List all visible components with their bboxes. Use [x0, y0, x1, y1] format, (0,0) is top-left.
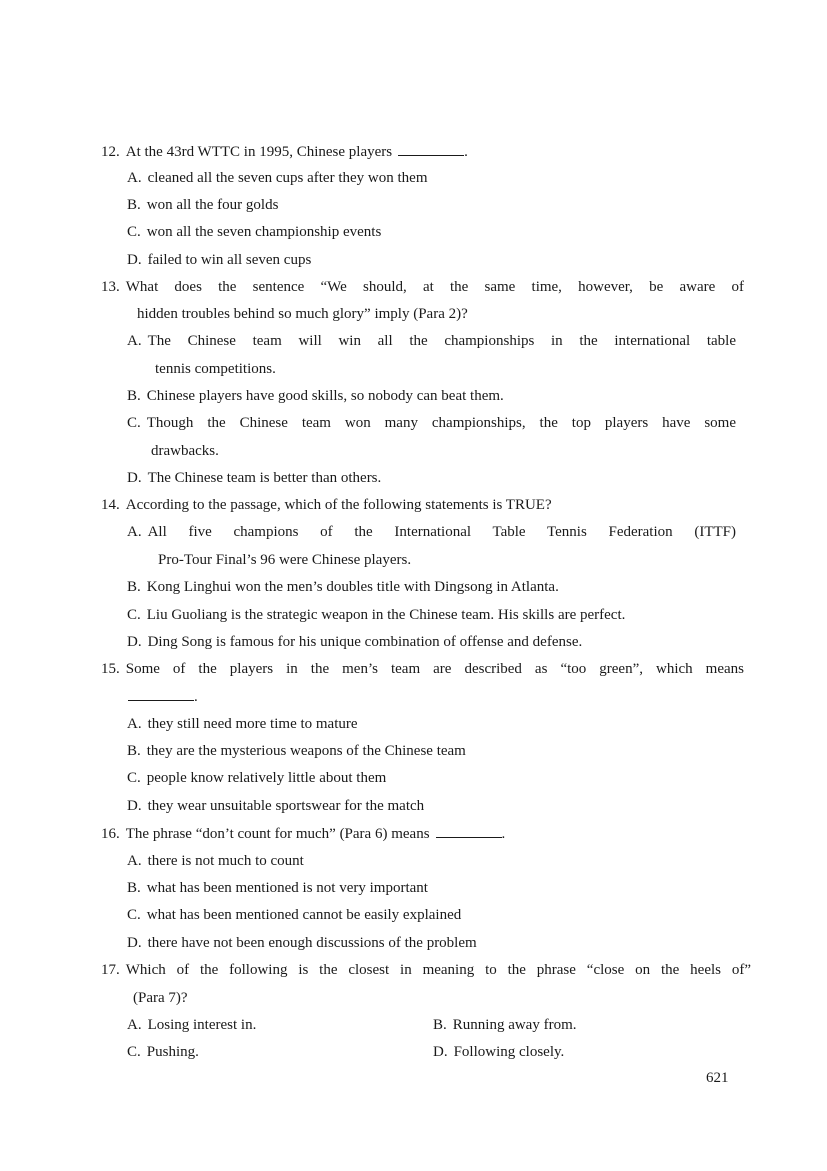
option-17d [433, 1042, 564, 1062]
option-letter: A. [127, 1017, 142, 1033]
option-text: Ding Song is famous for his unique combination of offense and defense. [147, 634, 583, 650]
option-16d [127, 933, 477, 953]
question-stem-end: . [464, 144, 468, 160]
option-letter: C. [127, 907, 141, 923]
question-stem-text: At the 43rd WTTC in 1995, Chinese players [125, 144, 393, 160]
option-12a [127, 168, 427, 188]
option-text: tennis competitions. [155, 361, 276, 377]
option-13d [127, 468, 381, 488]
option-13c-cont [151, 441, 219, 461]
question-number: 17. [101, 962, 120, 978]
question-number: 15. [101, 661, 120, 677]
option-text: there have not been enough discussions of the problem [147, 935, 477, 951]
option-text: Though the Chinese team won many championships, the top players have some [146, 415, 736, 431]
answer-blank [436, 823, 502, 838]
option-letter: D. [433, 1044, 448, 1060]
option-text: Pro-Tour Final’s 96 were Chinese players. [158, 552, 412, 568]
option-15b [127, 741, 466, 761]
option-12b [127, 195, 278, 215]
option-16c [127, 905, 461, 925]
option-text: there is not much to count [147, 853, 304, 869]
option-14b [127, 577, 559, 597]
page-number: 621 [706, 1070, 729, 1086]
option-letter: B. [127, 579, 141, 595]
question-stem-end: . [194, 689, 198, 705]
option-text: what has been mentioned is not very important [146, 880, 428, 896]
option-14a [127, 522, 736, 542]
option-17b [433, 1015, 577, 1035]
option-15d [127, 796, 424, 816]
question-17-stem-cont [133, 988, 188, 1008]
option-text: Running away from. [452, 1017, 577, 1033]
question-12-stem [101, 141, 468, 161]
option-12c [127, 222, 381, 242]
question-stem-text: What does the sentence “We should, at the same time, however, be aware of [125, 279, 744, 295]
option-text: people know relatively little about them [146, 770, 387, 786]
option-15a [127, 714, 358, 734]
answer-blank [128, 686, 194, 701]
option-text: The Chinese team will win all the championships in the international table [147, 333, 736, 349]
option-text: Following closely. [453, 1044, 565, 1060]
option-14d [127, 632, 582, 652]
question-13-stem [101, 277, 744, 297]
option-letter: A. [127, 716, 142, 732]
option-text: they are the mysterious weapons of the Chinese team [146, 743, 466, 759]
option-letter: C. [127, 1044, 141, 1060]
option-15c [127, 768, 386, 788]
option-letter: A. [127, 170, 142, 186]
option-letter: B. [127, 880, 141, 896]
option-text: cleaned all the seven cups after they won them [147, 170, 428, 186]
question-stem-text: (Para 7)? [133, 990, 188, 1006]
option-letter: C. [127, 224, 141, 240]
option-text: Chinese players have good skills, so nobody can beat them. [146, 388, 504, 404]
option-13b [127, 386, 504, 406]
question-stem-text: hidden troubles behind so much glory” imply (Para 2)? [137, 306, 468, 322]
question-stem-text: The phrase “don’t count for much” (Para 6) means [125, 826, 430, 842]
option-text: Pushing. [146, 1044, 199, 1060]
option-letter: A. [127, 853, 142, 869]
option-text: won all the four golds [146, 197, 279, 213]
option-text: Kong Linghui won the men’s doubles title with Dingsong in Atlanta. [146, 579, 559, 595]
question-stem-text: Which of the following is the closest in meaning to the phrase “close on the heels of” [125, 962, 751, 978]
option-17a [127, 1015, 256, 1035]
option-letter: A. [127, 524, 142, 540]
question-15-stem-cont [128, 686, 198, 706]
question-stem-text: Some of the players in the men’s team are described as “too green”, which means [125, 661, 744, 677]
question-stem-end: . [501, 826, 506, 842]
question-number: 14. [101, 497, 120, 513]
option-letter: D. [127, 470, 142, 486]
option-letter: B. [127, 388, 141, 404]
question-17-stem [101, 960, 751, 980]
option-text: drawbacks. [151, 443, 219, 459]
question-15-stem [101, 659, 744, 679]
option-text: Losing interest in. [147, 1017, 257, 1033]
option-text: Liu Guoliang is the strategic weapon in the Chinese team. His skills are perfect. [146, 607, 626, 623]
option-letter: B. [433, 1017, 447, 1033]
question-number: 16. [101, 826, 120, 842]
option-13a [127, 331, 736, 351]
answer-blank [398, 141, 464, 156]
option-text: failed to win all seven cups [147, 252, 312, 268]
option-text: The Chinese team is better than others. [147, 470, 382, 486]
option-text: they wear unsuitable sportswear for the match [147, 798, 425, 814]
option-letter: C. [127, 415, 141, 431]
option-text: won all the seven championship events [146, 224, 382, 240]
option-17c [127, 1042, 199, 1062]
option-text: they still need more time to mature [147, 716, 358, 732]
question-16-stem [101, 823, 505, 843]
option-13c [127, 413, 736, 433]
option-letter: C. [127, 607, 141, 623]
option-16a [127, 851, 304, 871]
option-text: what has been mentioned cannot be easily explained [146, 907, 462, 923]
option-13a-cont [155, 359, 276, 379]
question-stem-text: According to the passage, which of the following statements is TRUE? [125, 497, 552, 513]
option-letter: D. [127, 634, 142, 650]
option-letter: A. [127, 333, 142, 349]
question-number: 12. [101, 144, 120, 160]
option-16b [127, 878, 428, 898]
question-13-stem-cont [137, 304, 468, 324]
option-14a-cont [158, 550, 411, 570]
option-letter: D. [127, 252, 142, 268]
option-letter: D. [127, 935, 142, 951]
option-12d [127, 250, 311, 270]
question-number: 13. [101, 279, 120, 295]
question-14-stem [101, 495, 552, 515]
option-14c [127, 605, 625, 625]
option-text: All five champions of the International Table Tennis Federation (ITTF) [147, 524, 736, 540]
option-letter: B. [127, 197, 141, 213]
option-letter: D. [127, 798, 142, 814]
option-letter: C. [127, 770, 141, 786]
option-letter: B. [127, 743, 141, 759]
